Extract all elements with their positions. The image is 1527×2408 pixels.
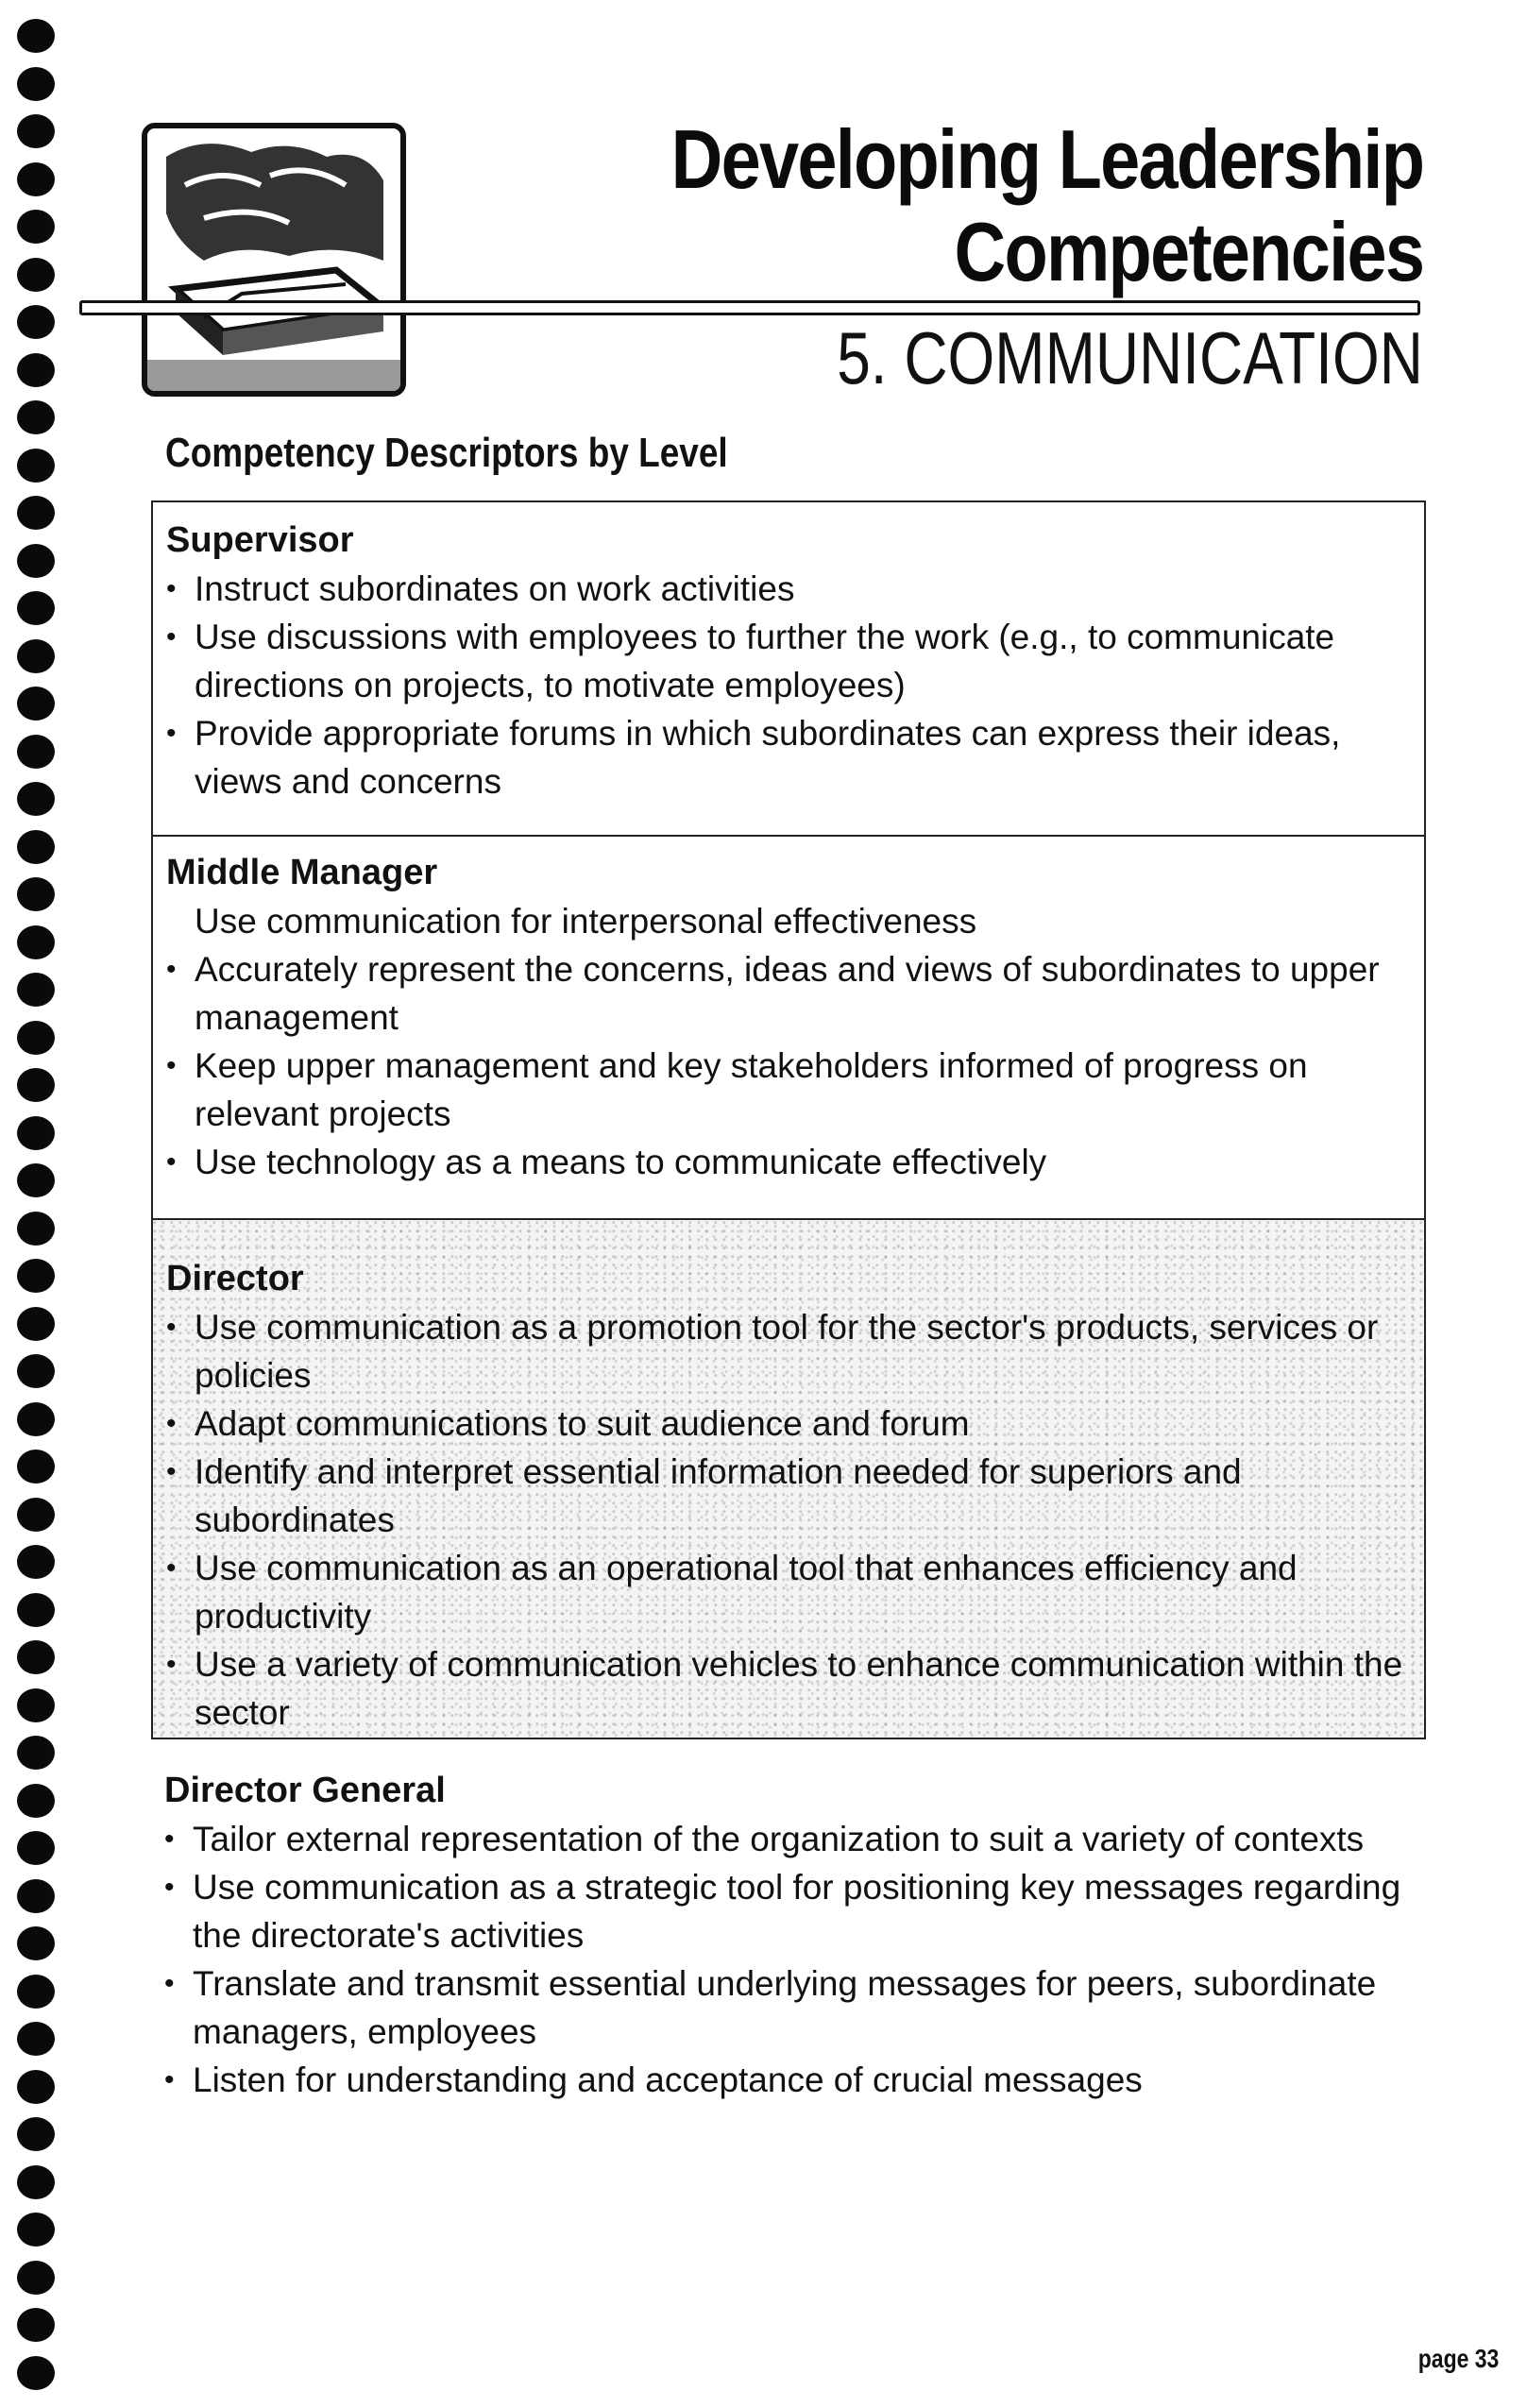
- binding-hole: [17, 973, 55, 1007]
- binding-hole: [17, 1068, 55, 1102]
- list-item: • Use technology as a means to communicate effectively: [166, 1143, 1047, 1181]
- binding-hole: [17, 1831, 55, 1865]
- binding-hole: [17, 1307, 55, 1341]
- binding-hole: [17, 1640, 55, 1674]
- list-item: • Use communication as a strategic tool for positioning key messages regarding the directorate's activities: [164, 1868, 1401, 1955]
- page-number: page 33: [1417, 2344, 1499, 2373]
- page-title: [670, 113, 1423, 298]
- binding-hole: [17, 1021, 55, 1055]
- list-item: Use communication for interpersonal effectiveness: [195, 902, 977, 941]
- binding-hole: [17, 1259, 55, 1293]
- binding-hole: [17, 639, 55, 673]
- list-item: • Provide appropriate forums in which subordinates can express their ideas, views and concerns: [166, 714, 1341, 801]
- binding-hole: [17, 1163, 55, 1197]
- binding-hole: [17, 19, 55, 53]
- binding-hole: [17, 2308, 55, 2342]
- level-title: Director: [166, 1259, 304, 1298]
- binding-hole: [17, 353, 55, 387]
- title-line-1: Developing Leadership: [670, 112, 1423, 206]
- list-item: • Translate and transmit essential underlying messages for peers, subordinate managers, employees: [164, 1964, 1377, 2051]
- level-director-general: [151, 1766, 1426, 2172]
- binding-hole: [17, 2261, 55, 2295]
- binding-hole: [17, 258, 55, 292]
- descriptor-list: [166, 565, 1407, 805]
- binding-hole: [17, 735, 55, 769]
- binding-hole: [17, 1402, 55, 1436]
- binding-hole: [17, 1212, 55, 1246]
- list-item: • Identify and interpret essential information needed for superiors and subordinates: [166, 1452, 1242, 1539]
- descriptor-list: [166, 1303, 1407, 1737]
- level-supervisor: [151, 500, 1426, 837]
- binding-hole: [17, 305, 55, 339]
- binding-hole: [17, 2117, 55, 2151]
- binding-hole: [17, 1688, 55, 1722]
- section-subtitle: 5. COMMUNICATION: [837, 316, 1423, 399]
- binding-hole: [17, 1593, 55, 1627]
- list-item: • Instruct subordinates on work activities: [166, 569, 795, 608]
- descriptor-list: [164, 1815, 1409, 2104]
- binding-hole: [17, 591, 55, 625]
- binding-hole: [17, 2165, 55, 2199]
- binding-hole: [17, 925, 55, 959]
- descriptor-list: [166, 897, 1407, 1186]
- binding-hole: [17, 877, 55, 911]
- binding-hole: [17, 1926, 55, 1960]
- binding-hole: [17, 2356, 55, 2390]
- level-title: Middle Manager: [166, 853, 438, 892]
- list-item: • Use communication as an operational tool that enhances efficiency and productivity: [166, 1549, 1298, 1636]
- header-rule: [79, 300, 1420, 315]
- level-title: Director General: [164, 1771, 446, 1810]
- binding-hole: [17, 162, 55, 196]
- leadership-logo-icon: [142, 123, 406, 397]
- competency-descriptors-heading: Competency Descriptors by Level: [165, 430, 728, 476]
- list-item: • Accurately represent the concerns, ideas and views of subordinates to upper management: [166, 950, 1380, 1037]
- list-item: • Adapt communications to suit audience and forum: [166, 1404, 970, 1443]
- binding-hole: [17, 67, 55, 101]
- list-item: • Listen for understanding and acceptance of crucial messages: [164, 2060, 1143, 2099]
- binding-hole: [17, 1784, 55, 1818]
- list-item: • Use a variety of communication vehicles to enhance communication within the sector: [166, 1645, 1403, 1732]
- level-director: [151, 1218, 1426, 1739]
- level-title: Supervisor: [166, 520, 354, 560]
- binding-hole: [17, 1450, 55, 1484]
- binding-hole: [17, 1116, 55, 1150]
- binding-hole: [17, 1975, 55, 2009]
- level-middle-manager: [151, 835, 1426, 1220]
- binding-hole: [17, 496, 55, 530]
- binding-hole: [17, 782, 55, 816]
- binding-hole: [17, 210, 55, 244]
- binding-hole: [17, 544, 55, 578]
- binding-hole: [17, 114, 55, 148]
- binding-hole: [17, 2213, 55, 2247]
- title-line-2: Competencies: [954, 205, 1423, 298]
- list-item: • Use discussions with employees to further the work (e.g., to communicate directions on projects, to motivate employees): [166, 618, 1335, 704]
- binding-hole: [17, 687, 55, 721]
- list-item: • Keep upper management and key stakeholders informed of progress on relevant projects: [166, 1046, 1308, 1133]
- binding-hole: [17, 1879, 55, 1913]
- binding-hole: [17, 830, 55, 864]
- list-item: • Use communication as a promotion tool for the sector's products, services or policies: [166, 1308, 1379, 1395]
- binding-hole: [17, 400, 55, 434]
- list-item: • Tailor external representation of the organization to suit a variety of contexts: [164, 1820, 1365, 1858]
- binding-hole: [17, 1545, 55, 1579]
- binding-hole: [17, 1736, 55, 1770]
- binding-hole: [17, 1354, 55, 1388]
- binding-hole: [17, 2070, 55, 2104]
- binding-hole: [17, 1498, 55, 1532]
- spiral-binding: [17, 19, 60, 2389]
- binding-hole: [17, 449, 55, 483]
- binding-hole: [17, 2022, 55, 2056]
